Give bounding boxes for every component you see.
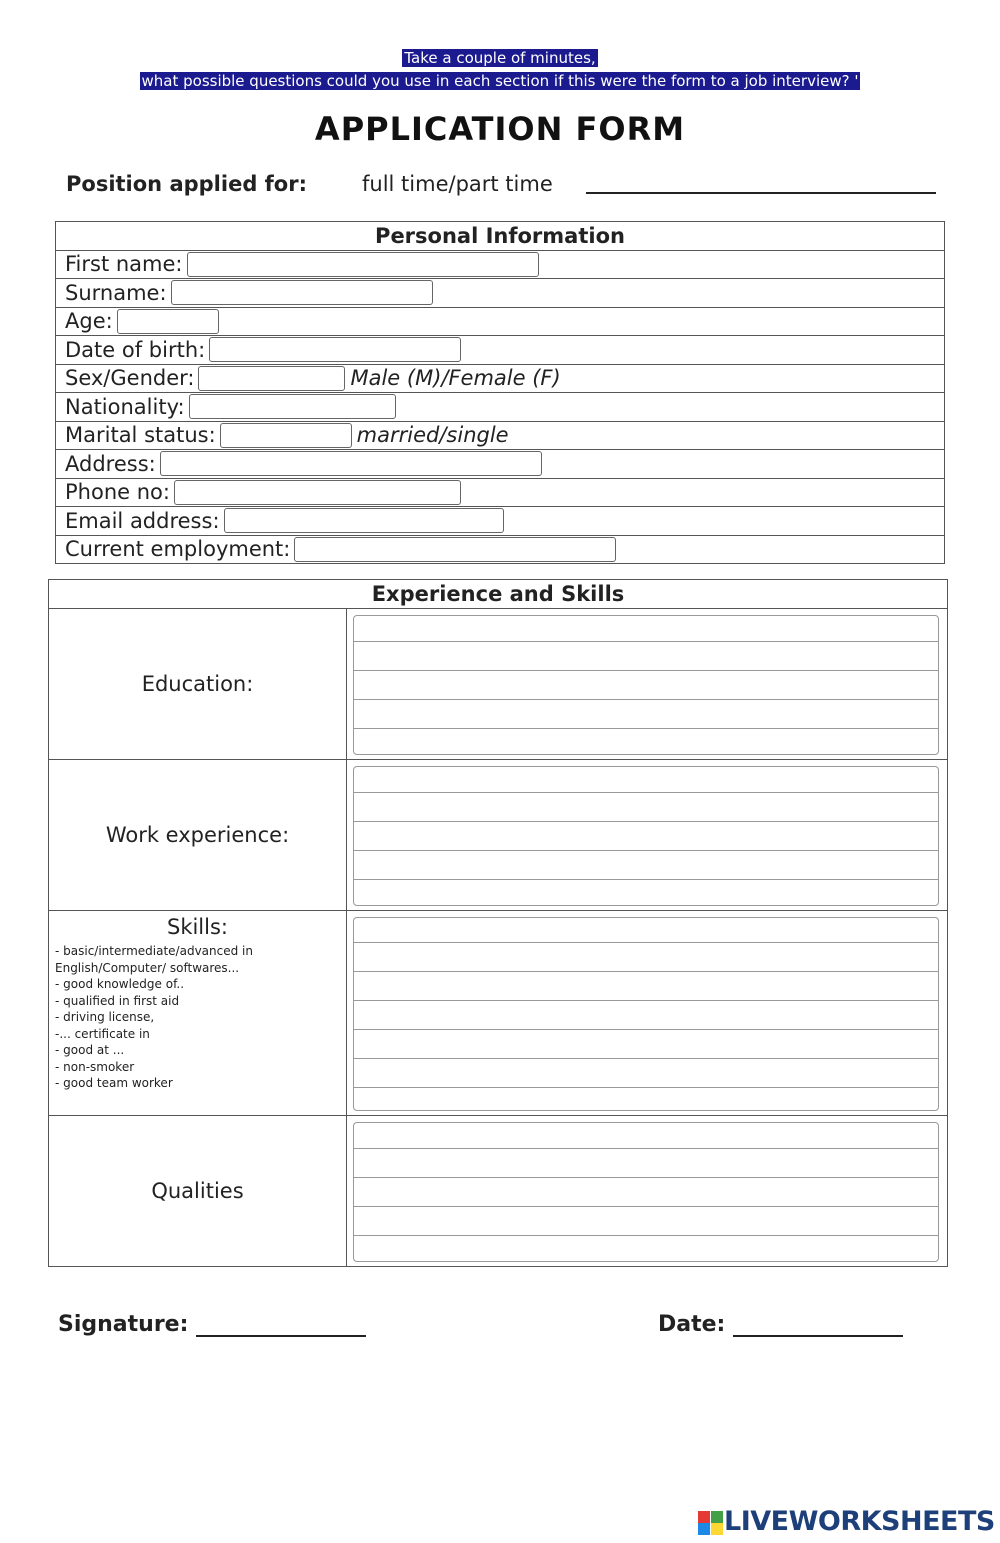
- qualities-textarea[interactable]: [353, 1122, 939, 1262]
- signature-blank[interactable]: [196, 1315, 366, 1337]
- education-label: Education:: [49, 609, 347, 760]
- marital-hint: married/single: [356, 423, 509, 448]
- marital-status-input[interactable]: [220, 423, 352, 448]
- field-label: Sex/Gender:: [65, 366, 195, 391]
- field-label: Address:: [65, 451, 156, 476]
- date-label: Date:: [658, 1312, 726, 1337]
- address-input[interactable]: [160, 451, 542, 476]
- skills-textarea[interactable]: [353, 917, 939, 1111]
- phone-input[interactable]: [174, 480, 461, 505]
- email-input[interactable]: [224, 508, 504, 533]
- logo-text: LIVEWORKSHEETS: [724, 1506, 995, 1537]
- field-label: Current employment:: [65, 537, 291, 562]
- work-experience-label: Work experience:: [49, 760, 347, 911]
- personal-info-table: [55, 221, 945, 564]
- date-blank[interactable]: [733, 1315, 903, 1337]
- field-label: First name:: [65, 252, 183, 277]
- instruction-line-2: what possible questions could you use in each section if this were the form to a job interview? ': [141, 72, 859, 90]
- education-textarea[interactable]: [353, 615, 939, 755]
- field-label: Marital status:: [65, 423, 216, 448]
- field-label: Age:: [65, 309, 113, 334]
- experience-skills-table: [48, 579, 948, 1267]
- instruction-line-1: Take a couple of minutes,: [404, 49, 596, 67]
- field-label: Nationality:: [65, 394, 185, 419]
- sex-gender-input[interactable]: [198, 366, 345, 391]
- date-row: [658, 1312, 903, 1337]
- current-employment-input[interactable]: [294, 537, 616, 562]
- position-options: full time/part time: [362, 172, 553, 196]
- personal-info-heading: Personal Information: [56, 222, 945, 251]
- logo-icon: [698, 1511, 724, 1535]
- date-of-birth-input[interactable]: [209, 337, 461, 362]
- field-label: Date of birth:: [65, 337, 206, 362]
- first-name-input[interactable]: [187, 252, 539, 277]
- form-title: APPLICATION FORM: [314, 110, 686, 148]
- position-label: Position applied for:: [66, 172, 307, 196]
- skills-cell: [49, 911, 347, 1116]
- signature-row: [58, 1312, 366, 1337]
- position-blank[interactable]: [586, 192, 936, 194]
- skills-hints: - basic/intermediate/advanced in English/Computer/ softwares... - good knowledge of.. - qualified in first aid - driving license, -... certificate in - good at ... - non-smoker - good team worker: [55, 944, 253, 1090]
- experience-heading: Experience and Skills: [49, 580, 948, 609]
- field-label: Email address:: [65, 508, 220, 533]
- field-label: Surname:: [65, 280, 167, 305]
- signature-label: Signature:: [58, 1312, 189, 1337]
- position-row: [66, 172, 553, 196]
- age-input[interactable]: [117, 309, 219, 334]
- qualities-label: Qualities: [49, 1116, 347, 1267]
- surname-input[interactable]: [171, 280, 433, 305]
- field-label: Phone no:: [65, 480, 170, 505]
- skills-label: Skills:: [166, 915, 228, 939]
- liveworksheets-logo[interactable]: [698, 1506, 995, 1537]
- work-experience-textarea[interactable]: [353, 766, 939, 906]
- nationality-input[interactable]: [189, 394, 396, 419]
- gender-hint: Male (M)/Female (F): [350, 366, 561, 391]
